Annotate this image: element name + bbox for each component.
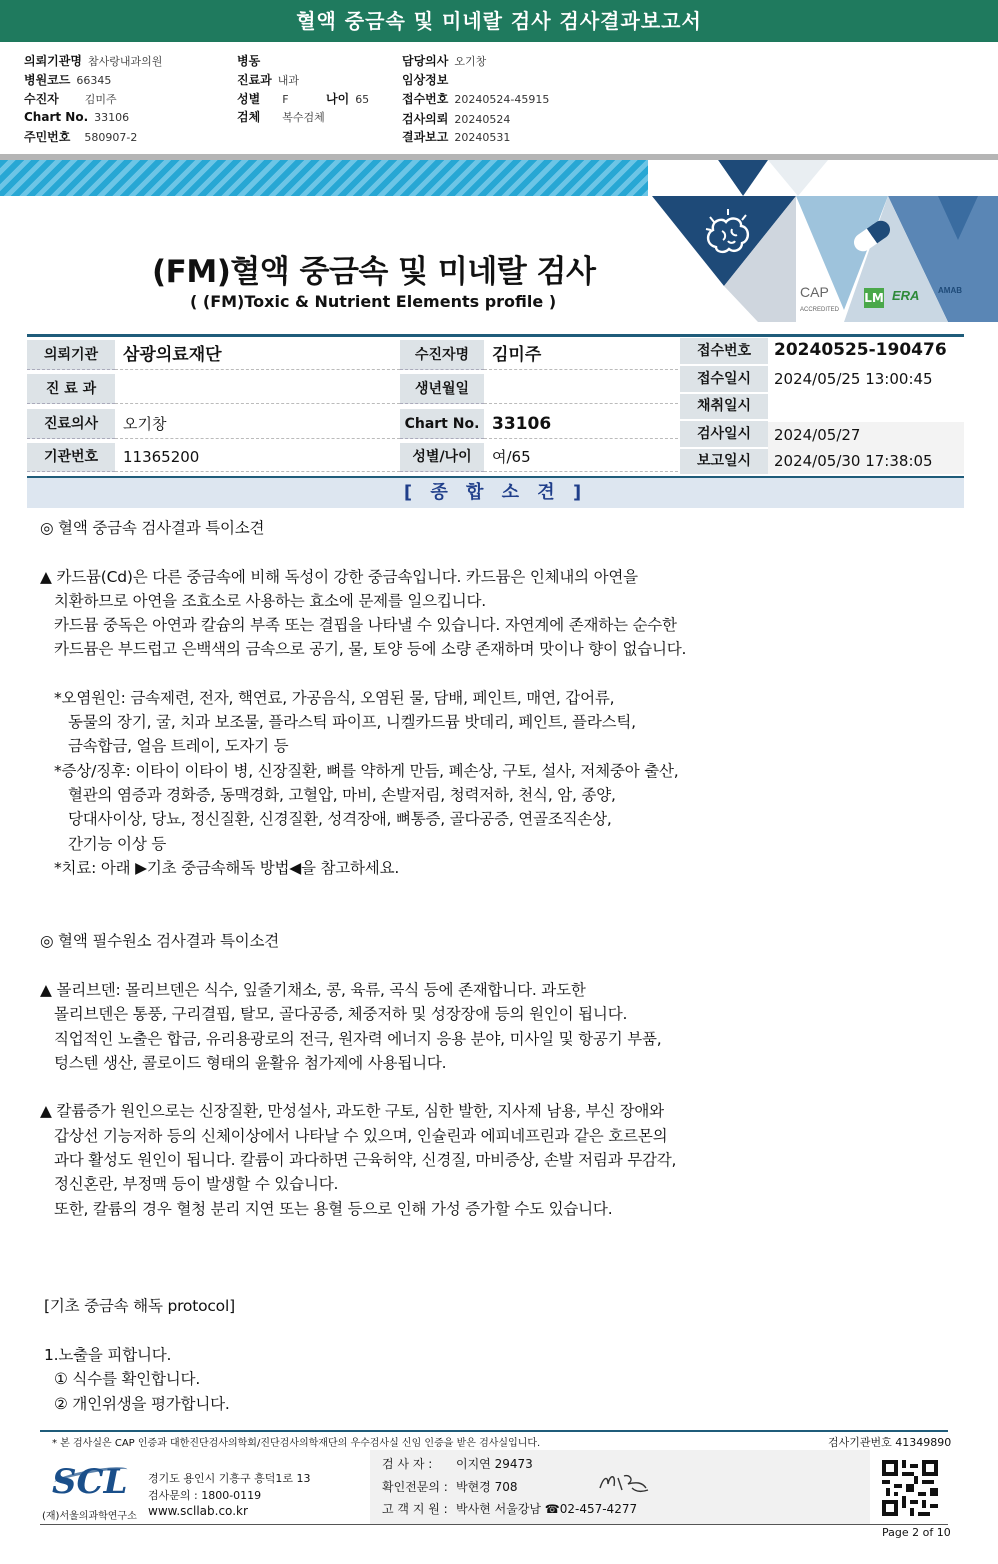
summary-value: 오기창 — [454, 55, 487, 68]
summary-label: 검사의뢰 — [402, 112, 449, 126]
value-institution-number: 11365200 — [115, 443, 400, 472]
body-line: 간기능 이상 등 — [68, 835, 167, 853]
summary-label: 의뢰기관명 — [24, 54, 82, 68]
summary-label: 성별 — [237, 92, 261, 106]
footer-website: www.scllab.co.kr — [148, 1504, 248, 1518]
body-line: ① 식수를 확인합니다. — [54, 1370, 201, 1388]
body-line: 직업적인 노출은 합금, 유리용광로의 전극, 원자력 에너지 응용 분야, 미사일 및 항공기 부품, — [54, 1030, 662, 1048]
label-sex-age: 성별/나이 — [400, 443, 484, 472]
section-heading-heavy-metals: ◎ 혈액 중금속 검사결과 특이소견 — [40, 519, 265, 537]
cap-logo-text: CAP — [800, 284, 829, 300]
body-line: ▲ 몰리브덴: 몰리브덴은 식수, 잎줄기채소, 콩, 육류, 곡식 등에 존재합니다. 과도한 — [40, 981, 586, 999]
label-test-date: 검사일시 — [680, 421, 768, 447]
cap-logo-sub: ACCREDITED — [800, 307, 840, 313]
footer-address: 경기도 용인시 기흥구 흥덕1로 13 — [148, 1472, 311, 1485]
scl-logo-subtitle: (재)서울의과학연구소 — [42, 1511, 137, 1522]
body-line: 동물의 장기, 굴, 치과 보조물, 플라스틱 파이프, 니켈카드뮴 밧데리, 페인트, 플라스틱, — [68, 713, 636, 731]
footer-rule — [40, 1430, 948, 1432]
summary-value: 33106 — [94, 111, 130, 124]
footer-bottom-rule — [40, 1524, 948, 1525]
specialist-value: 박현경 708 — [456, 1480, 518, 1494]
support-value: 박사현 서울강남 ☎02-457-4277 — [456, 1502, 638, 1516]
value-collection-time — [768, 394, 964, 419]
era-logo: ERA — [892, 288, 920, 303]
support-label: 고 객 지 원 : — [382, 1502, 448, 1516]
label-institution-number: 기관번호 — [27, 443, 115, 472]
value-birthdate — [484, 374, 678, 404]
body-line: *오염원인: 금속제련, 전자, 핵연료, 가공음식, 오염된 물, 담배, 페인트, 매연, 갑어류, — [54, 689, 615, 707]
section-heading-essential-elements: ◎ 혈액 필수원소 검사결과 특이소견 — [40, 932, 280, 950]
body-line: 당대사이상, 당뇨, 정신질환, 신경질환, 성격장애, 뼈통증, 골다공증, 연골조직손상, — [68, 810, 612, 828]
report-subtitle: ( (FM)Toxic & Nutrient Elements profile ) — [190, 292, 557, 311]
report-title: (FM)혈액 중금속 및 미네랄 검사 — [152, 254, 596, 290]
value-received-time: 2024/05/25 13:00:45 — [774, 370, 933, 388]
amab-logo: AMAB — [938, 286, 962, 295]
label-department: 진 료 과 — [27, 374, 115, 404]
body-line: 과다 활성도 원인이 됩니다. 칼륨이 과다하면 근육허약, 신경질, 마비증상, 손발 저림과 무감각, — [54, 1151, 677, 1169]
cap-logo — [800, 284, 839, 314]
report-header-title: 혈액 중금속 및 미네랄 검사 검사결과보고서 — [0, 0, 998, 42]
banner-graphic — [648, 160, 998, 322]
body-line: 혈관의 염증과 경화증, 동맥경화, 고혈압, 마비, 손발저림, 청력저하, 천식, 암, 종양, — [68, 786, 616, 804]
summary-value: 66345 — [76, 74, 112, 87]
summary-value: 20240531 — [454, 131, 511, 144]
summary-value: 580907-2 — [84, 131, 138, 144]
label-received-time: 접수일시 — [680, 366, 768, 392]
summary-value: F — [282, 93, 289, 106]
summary-label: 진료과 — [237, 73, 272, 87]
summary-value: 김미주 — [84, 93, 117, 106]
summary-value: 20240524 — [454, 113, 511, 126]
label-collection-time: 채취일시 — [680, 394, 768, 419]
label-patient-name: 수진자명 — [400, 340, 484, 370]
body-line: 또한, 칼륨의 경우 혈청 분리 지연 또는 용혈 등으로 인해 가성 증가할 수도 있습니다. — [54, 1200, 613, 1218]
value-sex-age: 여/65 — [484, 443, 678, 472]
footer-notice: * 본 검사실은 CAP 인증과 대한진단검사의학회/진단검사의학재단의 우수검사실 신임 인증을 받은 검사실입니다. — [52, 1438, 541, 1449]
summary-label: 임상정보 — [402, 73, 449, 87]
label-report-time: 보고일시 — [680, 449, 768, 474]
body-line: 카드뮴은 부드럽고 은백색의 금속으로 공기, 물, 토양 등에 소량 존재하며 맛이나 향이 없습니다. — [54, 640, 687, 658]
body-line: ▲ 칼륨증가 원인으로는 신장질환, 만성설사, 과도한 구토, 심한 발한, 지사제 남용, 부신 장애와 — [40, 1102, 664, 1120]
summary-label: 접수번호 — [402, 92, 449, 106]
capsule-icon — [846, 210, 898, 262]
summary-value: 내과 — [277, 74, 300, 87]
page-number: Page 2 of 10 — [882, 1526, 951, 1539]
summary-label: 나이 — [326, 92, 350, 106]
body-line: *치료: 아래 ▶기초 중금속해독 방법◀을 참고하세요. — [54, 859, 400, 877]
body-line: 정신혼란, 부정맥 등이 발생할 수 있습니다. — [54, 1175, 339, 1193]
body-line: ▲ 카드뮴(Cd)은 다른 중금속에 비해 독성이 강한 중금속입니다. 카드뮴은 인체내의 아연을 — [40, 568, 638, 586]
body-line: 갑상선 기능저하 등의 신체이상에서 나타날 수 있으며, 인슐린과 에피네프린과 같은 호르몬의 — [54, 1127, 668, 1145]
value-patient-name: 김미주 — [484, 340, 678, 370]
body-line: 1.노출을 피합니다. — [44, 1346, 172, 1364]
value-chart-no: 33106 — [484, 409, 678, 439]
summary-label: 주민번호 — [24, 130, 71, 144]
summary-label: 병동 — [237, 54, 261, 68]
value-accession-number: 20240525-190476 — [774, 340, 947, 360]
brain-icon — [698, 205, 758, 265]
body-line: 금속합금, 얼음 트레이, 도자기 등 — [68, 737, 289, 755]
label-physician: 진료의사 — [27, 409, 115, 439]
tester-label: 검 사 자 : — [382, 1457, 433, 1471]
value-report-time: 2024/05/30 17:38:05 — [768, 448, 964, 474]
body-line: 몰리브덴은 통풍, 구리결핍, 탈모, 골다공증, 체중저하 및 성장장애 등의 원인이 됩니다. — [54, 1005, 628, 1023]
summary-value: 복수검체 — [282, 111, 325, 124]
value-test-date: 2024/05/27 — [768, 422, 964, 448]
summary-header — [0, 42, 998, 160]
summary-value: 65 — [355, 93, 370, 106]
body-line: 텅스텐 생산, 콜로이드 형태의 윤활유 첨가제에 사용됩니다. — [54, 1054, 447, 1072]
signature-icon — [596, 1470, 652, 1496]
summary-label: 결과보고 — [402, 130, 449, 144]
body-line: *증상/징후: 이타이 이타이 병, 신장질환, 뼈를 약하게 만듬, 폐손상, 구토, 설사, 저체중아 출산, — [54, 762, 679, 780]
summary-label: 병원코드 — [24, 73, 71, 87]
summary-label: Chart No. — [24, 110, 89, 124]
scl-logo: SCL — [52, 1462, 128, 1502]
protocol-heading: [기초 중금속 해독 protocol] — [44, 1297, 235, 1315]
value-physician: 오기창 — [115, 409, 400, 439]
body-line: ② 개인위생을 평가합니다. — [54, 1395, 230, 1413]
footer-phone: 검사문의 : 1800-0119 — [148, 1489, 262, 1502]
tester-value: 이지연 29473 — [456, 1457, 533, 1471]
label-chart-no: Chart No. — [400, 409, 484, 439]
qr-code-icon — [882, 1460, 938, 1516]
body-line: 치환하므로 아연을 조효소로 사용하는 효소에 문제를 일으킵니다. — [54, 592, 486, 610]
label-birthdate: 생년월일 — [400, 374, 484, 404]
value-requesting-institution: 삼광의료재단 — [115, 340, 400, 370]
summary-value: 20240524-45915 — [454, 93, 550, 106]
label-accession-number: 접수번호 — [680, 338, 768, 364]
summary-label: 수진자 — [24, 92, 59, 106]
value-department — [115, 374, 400, 404]
label-requesting-institution: 의뢰기관 — [27, 340, 115, 370]
body-line: 카드뮴 중독은 아연과 칼슘의 부족 또는 결핍을 나타낼 수 있습니다. 자연계에 존재하는 순수한 — [54, 616, 677, 634]
footer-institution-number: 검사기관번호 41349890 — [828, 1436, 952, 1449]
summary-label: 검체 — [237, 110, 261, 124]
lm-logo-icon: LM — [864, 288, 884, 308]
specialist-label: 확인전문의 : — [382, 1480, 448, 1494]
summary-label: 담당의사 — [402, 54, 449, 68]
summary-value: 참사랑내과의원 — [87, 55, 163, 68]
summary-findings-heading: [ 종 합 소 견 ] — [27, 476, 964, 508]
